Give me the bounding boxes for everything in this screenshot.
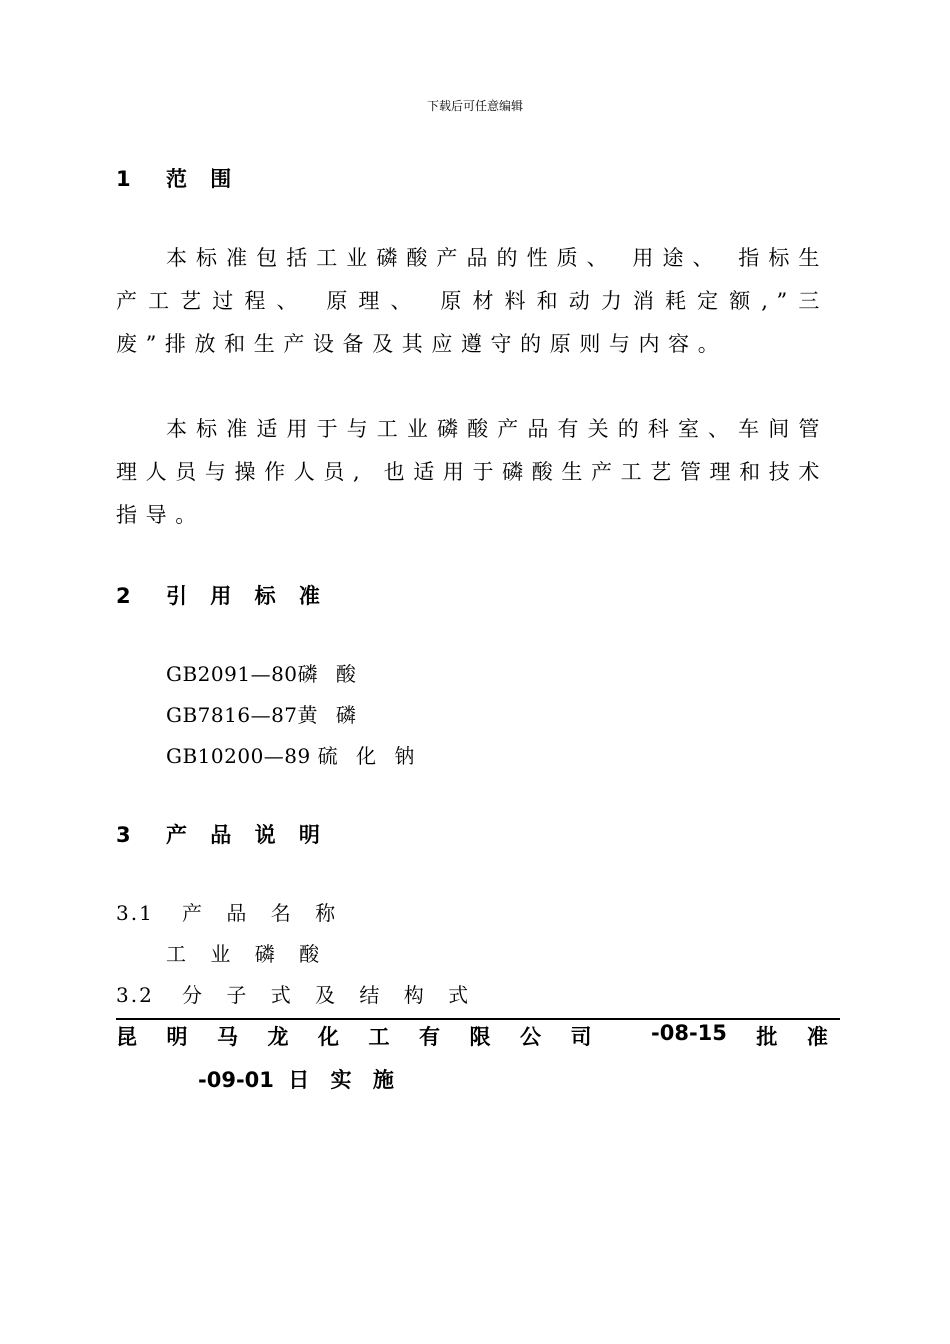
section-title: 引 用 标 准: [166, 584, 328, 608]
section-1-paragraph-1: 本标准包括工业磷酸产品的性质、 用途、 指标生产工艺过程、 原理、 原材料和动力消耗定额,”三废”排放和生产设备及其应遵守的原则与内容。: [116, 246, 828, 356]
section-number: 3: [116, 823, 131, 847]
section-number: 2: [116, 584, 131, 608]
implement-text: 日 实 施: [288, 1068, 401, 1092]
company-char: 工: [368, 1025, 390, 1049]
section-title: 产 品 说 明: [166, 823, 328, 847]
reference-item: [166, 740, 420, 769]
company-char: 化: [318, 1025, 339, 1049]
company-char: 限: [469, 1025, 491, 1049]
company-char: 马: [217, 1025, 238, 1049]
footer-approval-line: [116, 1021, 828, 1051]
approve-date: -08-15: [651, 1021, 727, 1045]
section-title: 范 围: [166, 167, 240, 191]
section-2-heading: [116, 580, 328, 610]
company-char: 昆: [116, 1025, 137, 1049]
reference-item: [166, 699, 362, 728]
reference-name: 黄 磷: [297, 703, 362, 727]
section-1-heading: [116, 163, 239, 193]
implement-date: -09-01: [198, 1068, 274, 1092]
company-char: 明: [166, 1025, 188, 1049]
footer-implement-line: [198, 1064, 401, 1094]
section-1-paragraph-2: 本标准适用于与工业磷酸产品有关的科室、车间管理人员与操作人员, 也适用于磷酸生产工艺管理和技术指导。: [116, 417, 828, 527]
reference-code: GB2091—80: [166, 662, 298, 686]
reference-item: [166, 658, 362, 687]
company-char: 有: [419, 1025, 440, 1049]
subsection-number: 3.1: [116, 901, 154, 925]
reference-name: 硫 化 钠: [317, 744, 421, 768]
section-number: 1: [116, 167, 131, 191]
subsection-3-1-heading: [116, 897, 344, 926]
company-char: 龙: [267, 1025, 289, 1049]
reference-name: 磷 酸: [297, 662, 362, 686]
company-char: 司: [570, 1025, 592, 1049]
approve-char: 准: [806, 1025, 828, 1049]
section-3-heading: [116, 819, 328, 849]
approve-char: 批: [756, 1025, 778, 1049]
reference-code: GB7816—87: [166, 703, 298, 727]
company-char: 公: [520, 1025, 541, 1049]
subsection-number: 3.2: [116, 983, 154, 1007]
subsection-3-2-heading: [116, 979, 477, 1008]
subsection-3-1-body: 工 业 磷 酸: [166, 942, 329, 966]
reference-code: GB10200—89: [166, 744, 318, 768]
header-note: 下载后可任意编辑: [426, 99, 523, 113]
subsection-title: 分 子 式 及 结 构 式: [182, 983, 478, 1007]
subsection-title: 产 品 名 称: [182, 901, 345, 925]
footer-rule: [116, 1018, 840, 1020]
